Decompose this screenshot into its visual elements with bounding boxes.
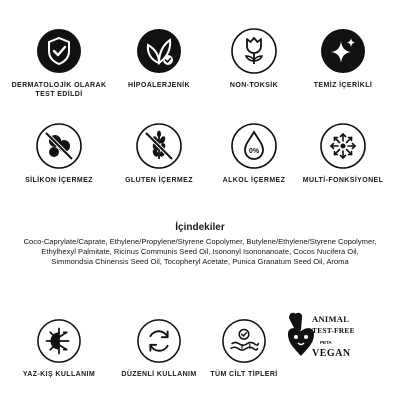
- feature-hypoallergenic: [109, 27, 209, 90]
- no-silicone-icon: [35, 122, 83, 170]
- feature-label: TÜM CİLT TİPLERİ: [210, 371, 278, 378]
- feature-gluten-free: [109, 122, 209, 185]
- skin-check-icon: [221, 318, 267, 364]
- sun-snow-icon: [36, 318, 82, 364]
- badge-line-animal: ANIMAL: [312, 314, 350, 324]
- leaf-check-icon: [135, 27, 183, 75]
- feature-label: ALKOL İÇERMEZ: [222, 177, 286, 184]
- flower-icon: [230, 27, 278, 75]
- multi-arrows-icon: [319, 122, 367, 170]
- feature-label: YAZ-KIŞ KULLANIM: [22, 371, 96, 378]
- feature-dermatologically-tested: [9, 27, 109, 99]
- refresh-icon: [136, 318, 182, 364]
- feature-clean-ingredients: [293, 27, 393, 90]
- feature-summer-winter-use: [9, 318, 109, 379]
- badge-line-peta: PETA: [320, 340, 332, 345]
- feature-silicone-free: [9, 122, 109, 185]
- feature-label: DERMATOLOJİK OLARAK TEST EDİLDİ: [11, 82, 107, 98]
- feature-multi-functional: [293, 122, 393, 185]
- vegan-badge: [286, 310, 366, 385]
- zero-percent-text: 0%: [248, 148, 260, 155]
- feature-label: DÜZENLİ KULLANIM: [121, 371, 197, 378]
- ingredients-title: İçindekiler: [175, 222, 225, 233]
- feature-label: GLUTEN İÇERMEZ: [125, 177, 193, 184]
- feature-label: HİPOALERJENİK: [128, 82, 190, 89]
- feature-label: SİLİKON İÇERMEZ: [25, 177, 93, 184]
- ingredients-text: Coco-Caprylate/Caprate, Ethylene/Propylene/Styrene Copolymer, Butylene/Ethylene/Styrene Copolymer, Ethylhexyl Palmitate, Ricinus Communis Seed Oil, Isononyl Isononanoate, Cocos Nucifera Oil, Simmondsia Chinensis Seed Oil, Tocopheryl Acetate, Punica Granatum Seed Oil, Aroma: [23, 237, 377, 267]
- shield-check-icon: [35, 27, 83, 75]
- feature-alcohol-free: [204, 122, 304, 185]
- feature-non-toxic: [204, 27, 304, 90]
- badge-line-test-free: TEST-FREE: [312, 326, 355, 335]
- feature-label: NON-TOKSİK: [229, 82, 279, 89]
- feature-all-skin-types: [194, 318, 294, 379]
- feature-label: MULTİ-FONKSİYONEL: [302, 177, 384, 184]
- alcohol-free-icon: [230, 122, 278, 170]
- feature-label: TEMİZ İÇERİKLİ: [313, 82, 373, 89]
- badge-line-vegan: VEGAN: [312, 348, 351, 359]
- sparkle-icon: [319, 27, 367, 75]
- no-gluten-icon: [135, 122, 183, 170]
